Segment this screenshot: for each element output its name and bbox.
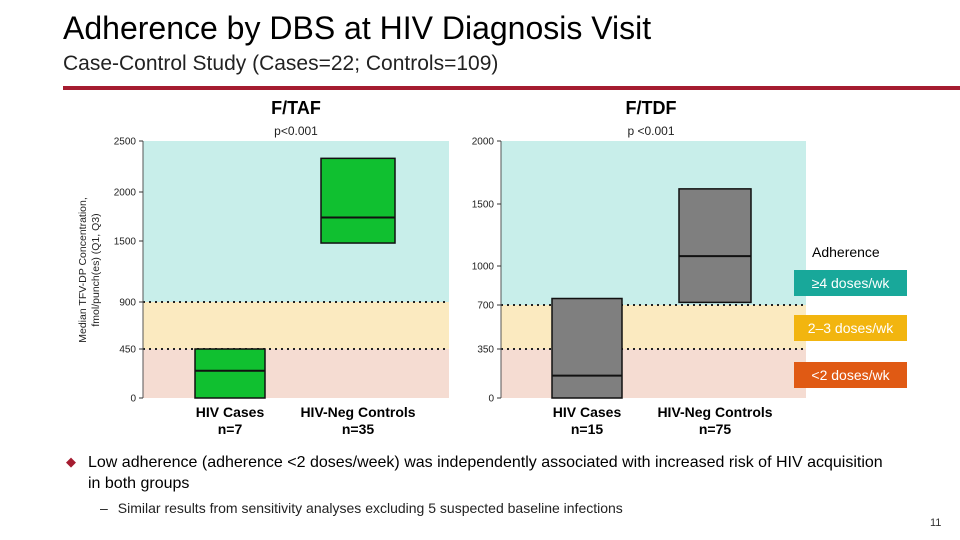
- band-mid-adherence: [501, 305, 806, 349]
- p-value-label: p <0.001: [627, 124, 675, 138]
- legend-item-high: ≥4 doses/wk: [794, 270, 907, 296]
- group-n-label: n=15: [570, 421, 604, 437]
- y-axis-label-line1: Median TFV-DP Concentration,: [77, 197, 89, 343]
- y-tick-label: 0: [130, 393, 136, 405]
- p-value-label: p<0.001: [274, 124, 318, 138]
- group-n-label: n=75: [698, 421, 732, 437]
- group-n-label: n=35: [341, 421, 375, 437]
- box: [195, 349, 265, 398]
- band-high-adherence: [143, 141, 449, 302]
- group-label: HIV Cases: [552, 404, 622, 420]
- bullet-text: Low adherence (adherence <2 doses/week) was independently associated with increased risk of HIV acquisition in both groups: [88, 454, 883, 492]
- y-axis-label-line2: fmol/punch(es) (Q1, Q3): [90, 213, 102, 327]
- y-tick-label: 1500: [113, 236, 136, 248]
- group-n-label: n=7: [217, 421, 243, 437]
- y-tick-label: 0: [488, 393, 494, 405]
- sub-bullet-text: Similar results from sensitivity analyses excluding 5 suspected baseline infections: [117, 500, 623, 516]
- y-tick-label: 1000: [471, 261, 494, 273]
- group-label: HIV-Neg Controls: [300, 404, 416, 420]
- group-label: HIV-Neg Controls: [657, 404, 773, 420]
- sub-bullet: [100, 500, 623, 516]
- box: [679, 189, 751, 303]
- y-tick-label: 450: [119, 344, 136, 356]
- band-mid-adherence: [143, 302, 449, 349]
- band-high-adherence: [501, 141, 806, 305]
- panel-title: F/TDF: [625, 98, 677, 118]
- legend-item-low: <2 doses/wk: [794, 362, 907, 388]
- y-tick-label: 1500: [471, 199, 494, 211]
- y-tick-label: 700: [477, 300, 494, 312]
- page-number: 11: [930, 517, 942, 529]
- y-tick-label: 2000: [113, 187, 136, 199]
- y-tick-label: 2500: [113, 136, 136, 148]
- box: [552, 299, 622, 399]
- band-low-adherence: [501, 349, 806, 398]
- y-tick-label: 350: [477, 344, 494, 356]
- sub-bullet-dash: –: [100, 500, 108, 516]
- band-low-adherence: [143, 349, 449, 398]
- group-label: HIV Cases: [195, 404, 265, 420]
- panel-title: F/TAF: [271, 98, 321, 118]
- y-tick-label: 900: [119, 297, 136, 309]
- slide-subtitle: Case-Control Study (Cases=22; Controls=109): [63, 52, 499, 75]
- legend-item-mid: 2–3 doses/wk: [794, 315, 907, 341]
- y-tick-label: 2000: [471, 136, 494, 148]
- slide-title: Adherence by DBS at HIV Diagnosis Visit: [63, 10, 652, 46]
- box: [321, 158, 395, 243]
- legend-title: Adherence: [812, 244, 880, 260]
- bullet-diamond-icon: ◆: [66, 454, 76, 469]
